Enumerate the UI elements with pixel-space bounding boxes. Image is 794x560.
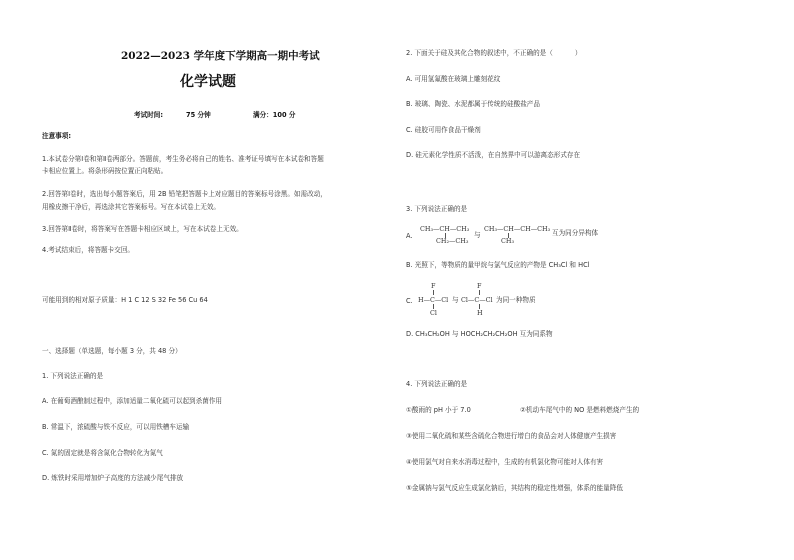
question-3-option-a-connector: 与 bbox=[474, 231, 481, 239]
question-1-option-b: B. 常温下，浓硫酸与铁不反应，可以用铁槽车运输 bbox=[42, 423, 190, 431]
question-2-option-a: A. 可用氢氟酸在玻璃上雕刻花纹 bbox=[406, 75, 501, 83]
question-1-option-c: C. 氮的固定就是将含氮化合物转化为氮气 bbox=[42, 449, 163, 457]
structure-c2-bottom: H bbox=[477, 309, 483, 317]
question-2-option-d: D. 硅元素化学性质不活泼，在自然界中可以游离态形式存在 bbox=[406, 151, 581, 159]
structure-c2-middle: Cl—C—Cl bbox=[461, 296, 493, 304]
question-4-item-3: ③使用二氧化硫和某些含硫化合物进行增白的食品会对人体健康产生损害 bbox=[406, 432, 617, 440]
question-4-item-5: ⑤金属钠与氯气反应生成氯化钠后，其结构的稳定性增强，体系的能量降低 bbox=[406, 484, 623, 492]
structure-a-right-main: CH₃—CH—CH—CH₃ bbox=[484, 225, 551, 233]
notice-line: 2.回答第Ⅰ卷时，选出每小题答案后，用 2B 铅笔把答题卡上对应题目的答案标号涂黑。如需改动， bbox=[42, 190, 327, 198]
question-3-option-a-tail: 互为同分异构体 bbox=[552, 229, 599, 237]
section-title: 一、选择题（单选题，每小题 3 分，共 48 分） bbox=[42, 347, 182, 355]
question-4-stem: 4. 下列说法正确的是 bbox=[406, 380, 468, 388]
subject-title: 化学试题 bbox=[180, 74, 236, 90]
question-3-option-a-label: A. bbox=[406, 232, 413, 240]
question-1-option-a: A. 在葡萄酒酿制过程中，添加适量二氧化硫可以起到杀菌作用 bbox=[42, 397, 223, 405]
question-3-option-b: B. 光照下，等物质的量甲烷与氯气反应的产物是 CH₃Cl 和 HCl bbox=[406, 261, 590, 269]
notice-line: 用橡皮擦干净后，再选涂其它答案标号。写在本试卷上无效。 bbox=[42, 203, 221, 211]
exam-title: 2022—2023 学年度下学期高一期中考试 bbox=[121, 50, 320, 62]
question-3-option-c-connector: 与 bbox=[452, 296, 459, 304]
notice-title: 注意事项: bbox=[42, 132, 72, 140]
question-2-stem-text: 2. 下面关于硅及其化合物的叙述中，不正确的是（ bbox=[406, 49, 553, 57]
time-label: 考试时间: bbox=[134, 111, 164, 119]
question-4-item-1: ①酸雨的 pH 小于 7.0 bbox=[406, 406, 471, 414]
notice-line: 卡相应位置上。将条形码按位置正向粘贴。 bbox=[42, 167, 168, 175]
question-3-option-c-tail: 为同一种物质 bbox=[496, 296, 536, 304]
bond-line bbox=[433, 290, 434, 295]
structure-c1-top: F bbox=[431, 282, 436, 290]
atomic-masses: 可能用到的相对原子质量：H 1 C 12 S 32 Fe 56 Cu 64 bbox=[42, 296, 208, 304]
notice-line: 4.考试结束后，将答题卡交回。 bbox=[42, 246, 135, 254]
time-value: 75 分钟 bbox=[186, 111, 211, 119]
notice-line: 3.回答第Ⅱ卷时，将答案写在答题卡相应区域上，写在本试卷上无效。 bbox=[42, 225, 243, 233]
question-2-option-b: B. 玻璃、陶瓷、水泥都属于传统的硅酸盐产品 bbox=[406, 100, 540, 108]
question-4-item-4: ④使用氯气对自来水消毒过程中，生成的有机氯化物可能对人体有害 bbox=[406, 458, 604, 466]
question-1-stem: 1. 下列说法正确的是 bbox=[42, 372, 104, 380]
structure-c2-top: F bbox=[477, 282, 482, 290]
bond-line bbox=[479, 290, 480, 295]
structure-a-right-branch: CH₃ bbox=[501, 237, 515, 245]
question-2-stem bbox=[406, 49, 581, 58]
structure-a-left-main: CH₃—CH—CH₃ bbox=[420, 225, 470, 233]
score-label: 满分：100 分 bbox=[253, 111, 296, 119]
structure-a-left-branch: CH₂—CH₃ bbox=[436, 237, 469, 245]
notice-line: 1.本试卷分第Ⅰ卷和第Ⅱ卷两部分。答题前，考生务必将自己的姓名、准考证号填写在本试卷和答题 bbox=[42, 155, 324, 163]
question-2-option-c: C. 硅胶可用作食品干燥剂 bbox=[406, 126, 481, 134]
question-1-option-d: D. 炼铁时采用增加炉子高度的方法减少尾气排放 bbox=[42, 474, 184, 482]
question-3-option-c-label: C. bbox=[406, 297, 413, 305]
structure-c1-middle: H—C—Cl bbox=[418, 296, 449, 304]
question-2-stem-end: ） bbox=[574, 49, 582, 57]
question-4-item-2: ②机动车尾气中的 NO 是燃料燃烧产生的 bbox=[520, 406, 640, 414]
structure-c1-bottom: Cl bbox=[430, 309, 437, 317]
question-3-stem: 3. 下列说法正确的是 bbox=[406, 205, 468, 213]
question-3-option-d: D. CH₃CH₂OH 与 HOCH₂CH₂CH₂OH 互为同系物 bbox=[406, 330, 553, 338]
